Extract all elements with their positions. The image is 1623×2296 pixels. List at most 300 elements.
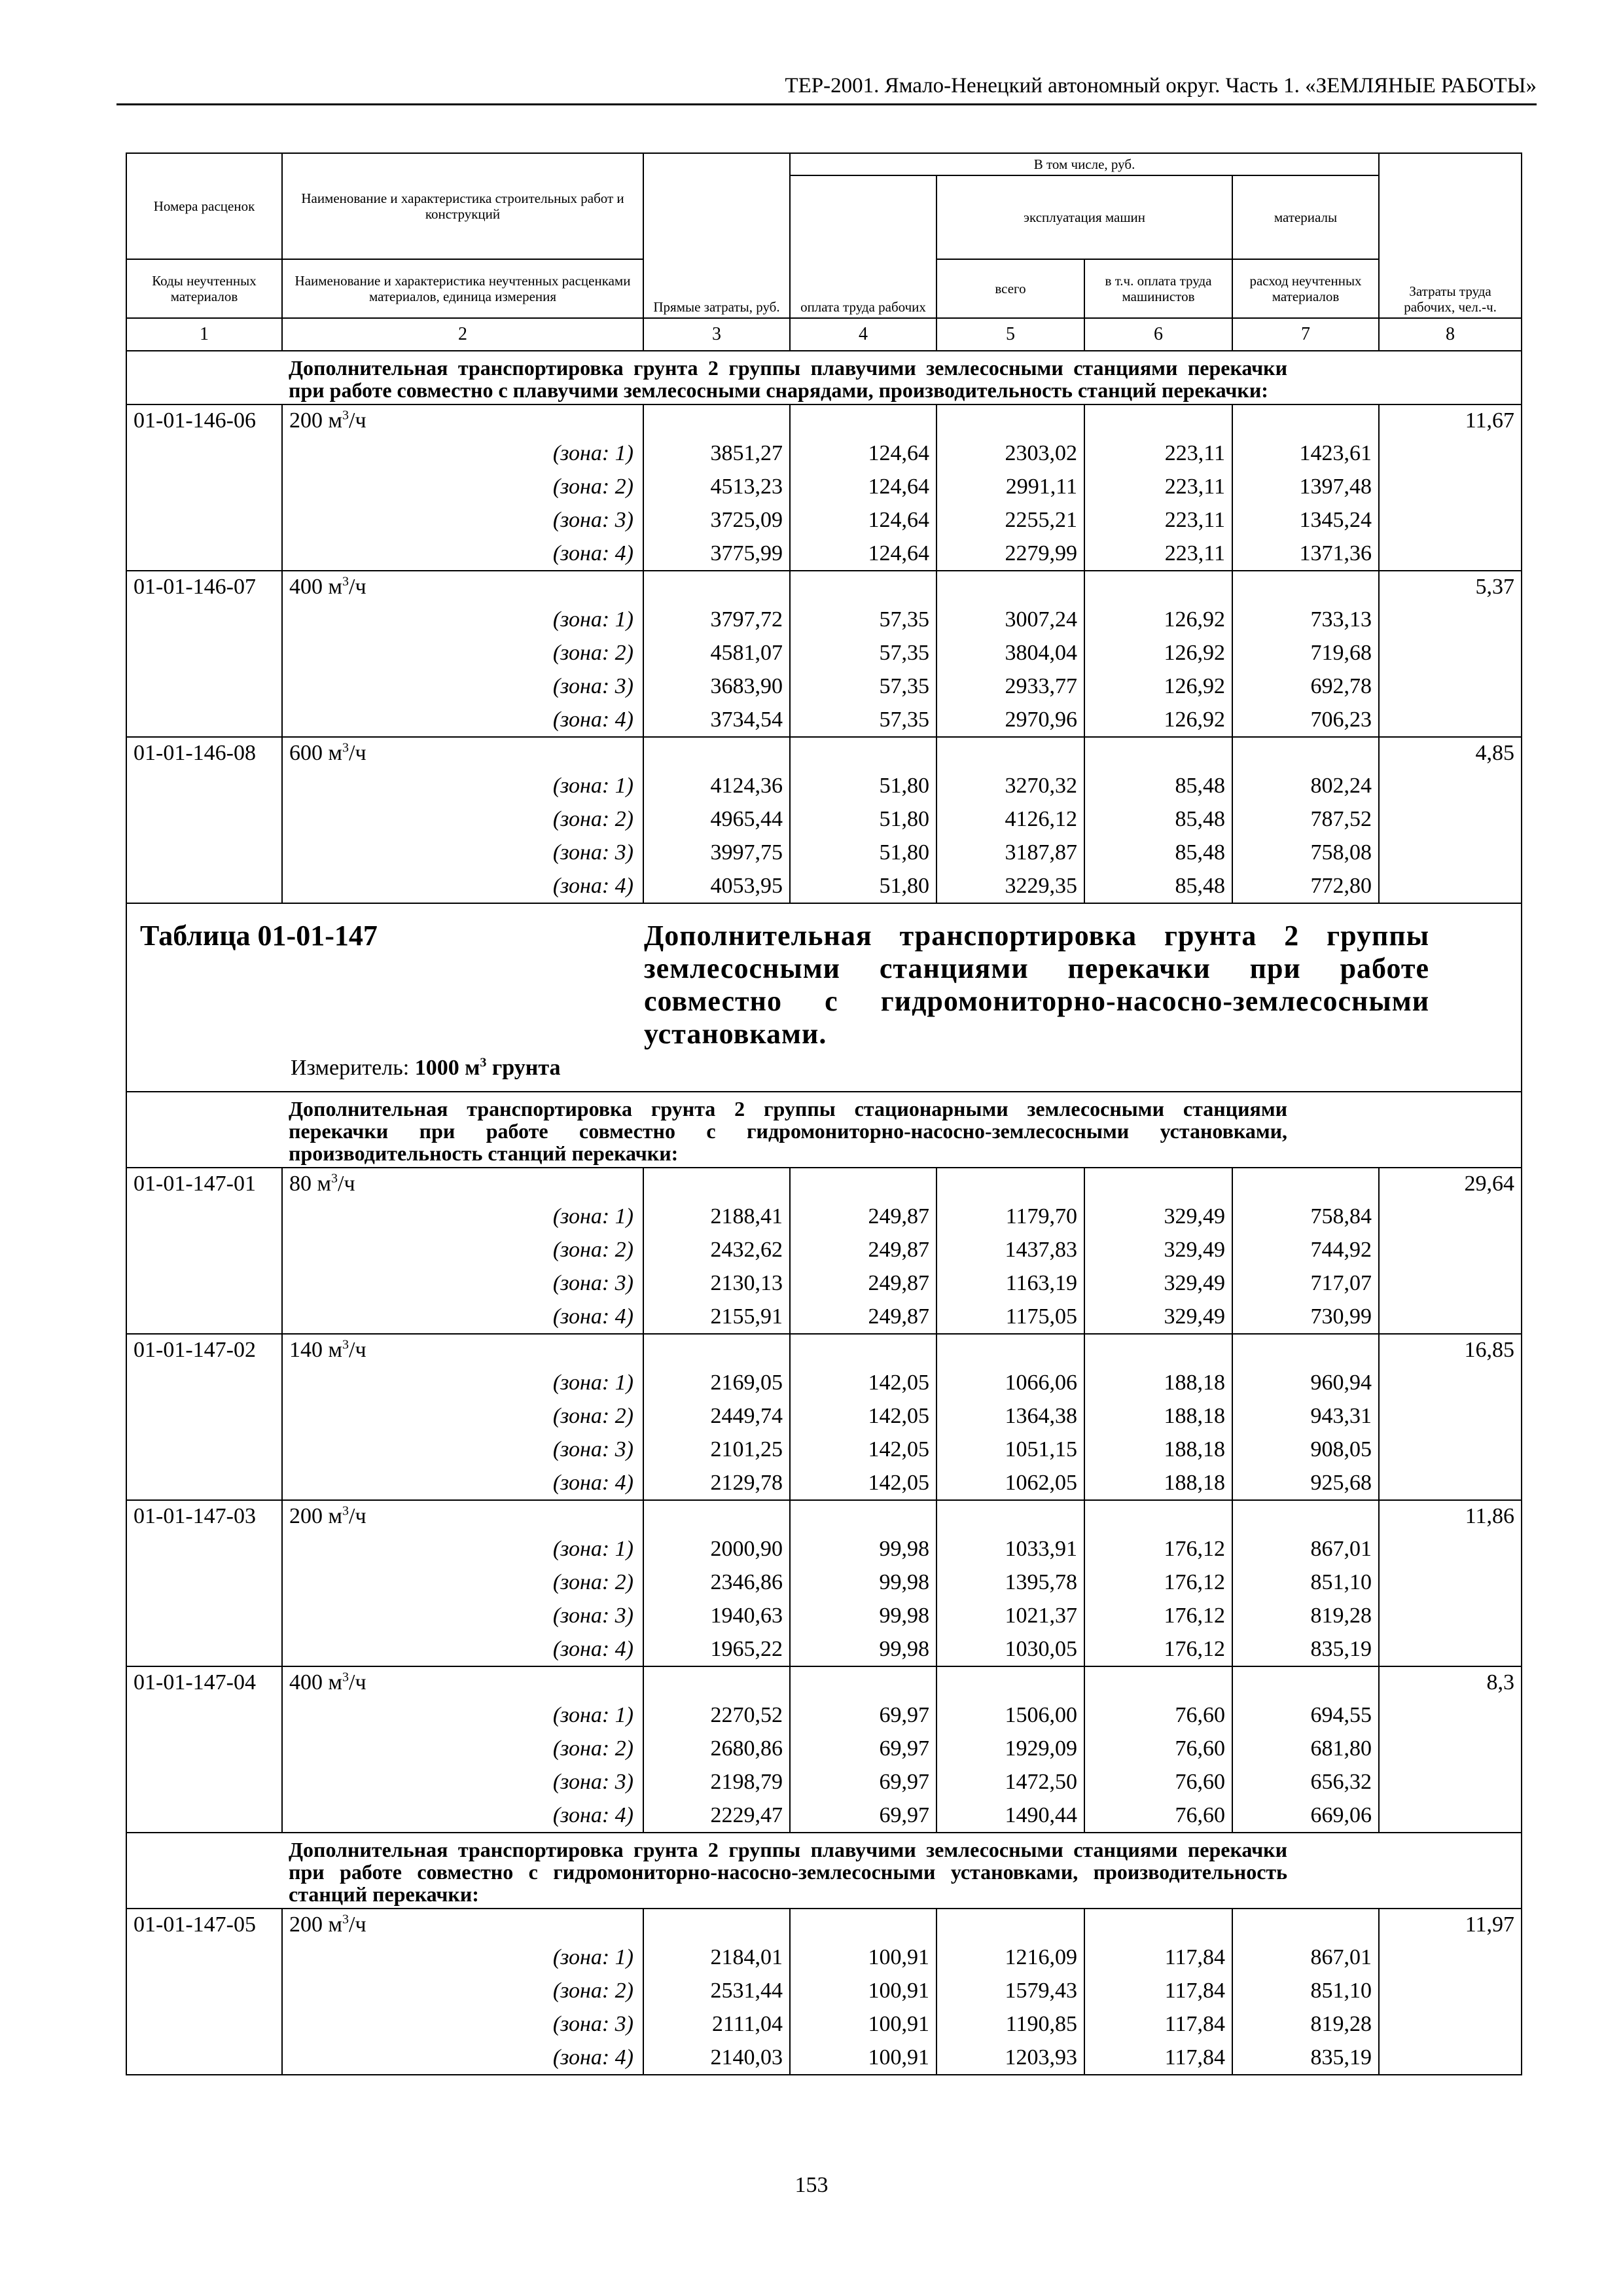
cost-workers: 51,80 <box>790 769 936 802</box>
cost-direct: 1940,63 <box>643 1599 790 1632</box>
cost-workers: 99,98 <box>790 1532 936 1566</box>
zone-label: (зона: 4) <box>282 1799 643 1833</box>
section-spacer <box>126 1092 282 1168</box>
measurer-label: Измеритель: <box>291 1056 415 1080</box>
empty-cell <box>126 670 282 703</box>
zone-label: (зона: 3) <box>282 1433 643 1466</box>
zone-row <box>126 1941 1522 1974</box>
cost-direct: 2101,25 <box>643 1433 790 1466</box>
cost-direct: 2229,47 <box>643 1799 790 1833</box>
cost-machinists: 85,48 <box>1084 836 1232 869</box>
rate-row <box>126 571 1522 603</box>
empty-cell <box>1379 1599 1522 1632</box>
cost-direct: 1965,22 <box>643 1632 790 1666</box>
cost-materials: 835,19 <box>1232 1632 1379 1666</box>
empty-cell <box>643 737 790 769</box>
rate-capacity <box>282 1909 643 1941</box>
empty-cell <box>1379 1974 1522 2007</box>
col-num: 7 <box>1232 318 1379 351</box>
head-machines: эксплуатация машин <box>936 175 1232 259</box>
cost-machinists: 329,49 <box>1084 1266 1232 1300</box>
col-num: 5 <box>936 318 1084 351</box>
zone-row <box>126 603 1522 636</box>
cost-workers: 51,80 <box>790 836 936 869</box>
empty-cell <box>126 1466 282 1500</box>
head-machinists-pay: в т.ч. оплата труда машинистов <box>1084 259 1232 318</box>
zone-label: (зона: 2) <box>282 1233 643 1266</box>
rate-code: 01-01-147-05 <box>126 1909 282 1941</box>
zone-row <box>126 1266 1522 1300</box>
zone-row <box>126 1366 1522 1399</box>
cost-machinists: 85,48 <box>1084 769 1232 802</box>
cost-materials: 1345,24 <box>1232 503 1379 537</box>
empty-cell <box>1084 404 1232 437</box>
zone-label: (зона: 3) <box>282 670 643 703</box>
empty-cell <box>643 571 790 603</box>
cost-materials: 719,68 <box>1232 636 1379 670</box>
empty-cell <box>1379 1941 1522 1974</box>
cost-workers: 249,87 <box>790 1200 936 1233</box>
cost-direct: 2169,05 <box>643 1366 790 1399</box>
zone-label: (зона: 3) <box>282 1599 643 1632</box>
zone-row <box>126 2007 1522 2041</box>
cost-machines: 2933,77 <box>936 670 1084 703</box>
cost-direct: 2184,01 <box>643 1941 790 1974</box>
cost-machinists: 76,60 <box>1084 1732 1232 1765</box>
empty-cell <box>126 869 282 903</box>
cost-machines: 1472,50 <box>936 1765 1084 1799</box>
measurer-value <box>415 1056 561 1080</box>
empty-cell <box>1084 1666 1232 1698</box>
cost-workers: 100,91 <box>790 1941 936 1974</box>
empty-cell <box>126 437 282 470</box>
head-material-name: Наименование и характеристика неучтенных расценками материалов, единица измерения <box>282 259 643 318</box>
empty-cell <box>936 1168 1084 1200</box>
cost-workers: 142,05 <box>790 1466 936 1500</box>
zone-row <box>126 1765 1522 1799</box>
empty-cell <box>1379 470 1522 503</box>
empty-cell <box>643 1666 790 1698</box>
empty-cell <box>126 503 282 537</box>
empty-cell <box>1379 1466 1522 1500</box>
zone-label: (зона: 1) <box>282 1698 643 1732</box>
empty-cell <box>1232 737 1379 769</box>
empty-cell <box>1379 1266 1522 1300</box>
zone-label: (зона: 4) <box>282 537 643 571</box>
capacity-value: 400 м <box>289 575 343 599</box>
empty-cell <box>126 1941 282 1974</box>
cubic-superscript: 3 <box>342 408 349 423</box>
cost-machinists: 76,60 <box>1084 1799 1232 1833</box>
cost-materials: 656,32 <box>1232 1765 1379 1799</box>
empty-cell <box>126 1266 282 1300</box>
section-spacer <box>1379 351 1522 404</box>
empty-cell <box>1379 1698 1522 1732</box>
zone-row <box>126 2041 1522 2075</box>
empty-cell <box>126 1200 282 1233</box>
cost-materials: 1371,36 <box>1232 537 1379 571</box>
empty-cell <box>1379 869 1522 903</box>
cost-machinists: 126,92 <box>1084 636 1232 670</box>
cubic-superscript: 3 <box>342 1337 349 1352</box>
cost-machinists: 176,12 <box>1084 1532 1232 1566</box>
rate-row <box>126 1666 1522 1698</box>
cost-machines: 2970,96 <box>936 703 1084 737</box>
cost-machines: 1033,91 <box>936 1532 1084 1566</box>
capacity-unit: /ч <box>349 1338 366 1362</box>
cost-workers: 99,98 <box>790 1566 936 1599</box>
zone-label: (зона: 2) <box>282 636 643 670</box>
cost-direct: 2155,91 <box>643 1300 790 1334</box>
empty-cell <box>126 470 282 503</box>
capacity-unit: /ч <box>349 408 366 433</box>
capacity-unit: /ч <box>349 741 366 765</box>
empty-cell <box>126 603 282 636</box>
cost-direct: 2188,41 <box>643 1200 790 1233</box>
cost-machines: 3007,24 <box>936 603 1084 636</box>
empty-cell <box>790 1666 936 1698</box>
empty-cell <box>126 1433 282 1466</box>
table-title-row <box>126 903 1522 1092</box>
head-rate-numbers: Номера расценок <box>126 153 282 259</box>
col-num: 3 <box>643 318 790 351</box>
cost-materials: 717,07 <box>1232 1266 1379 1300</box>
empty-cell <box>1379 703 1522 737</box>
empty-cell <box>1379 1399 1522 1433</box>
zone-label: (зона: 1) <box>282 437 643 470</box>
cost-direct: 2111,04 <box>643 2007 790 2041</box>
zone-row <box>126 470 1522 503</box>
empty-cell <box>1379 1799 1522 1833</box>
cost-direct: 2432,62 <box>643 1233 790 1266</box>
cost-machinists: 223,11 <box>1084 470 1232 503</box>
zone-row <box>126 1698 1522 1732</box>
cost-machines: 1579,43 <box>936 1974 1084 2007</box>
cost-direct: 3797,72 <box>643 603 790 636</box>
capacity-value: 200 м <box>289 1912 343 1937</box>
empty-cell <box>1379 1300 1522 1334</box>
cost-workers: 69,97 <box>790 1732 936 1765</box>
cost-machinists: 223,11 <box>1084 437 1232 470</box>
cost-machinists: 126,92 <box>1084 670 1232 703</box>
empty-cell <box>936 737 1084 769</box>
cost-machines: 3804,04 <box>936 636 1084 670</box>
head-labor: Затраты труда рабочих, чел.-ч. <box>1379 153 1522 318</box>
empty-cell <box>126 1532 282 1566</box>
empty-cell <box>126 703 282 737</box>
zone-row <box>126 1233 1522 1266</box>
zone-row <box>126 537 1522 571</box>
empty-cell <box>936 1500 1084 1532</box>
head-workers-pay: оплата труда рабочих <box>790 175 936 318</box>
section-heading-row <box>126 1833 1522 1909</box>
empty-cell <box>936 1909 1084 1941</box>
cost-direct: 2270,52 <box>643 1698 790 1732</box>
cost-materials: 730,99 <box>1232 1300 1379 1334</box>
empty-cell <box>790 1168 936 1200</box>
empty-cell <box>1084 571 1232 603</box>
zone-label: (зона: 2) <box>282 1974 643 2007</box>
labor-cost: 11,67 <box>1379 404 1522 437</box>
cost-direct: 2680,86 <box>643 1732 790 1765</box>
zone-label: (зона: 4) <box>282 1632 643 1666</box>
cost-machines: 2303,02 <box>936 437 1084 470</box>
empty-cell <box>1379 503 1522 537</box>
empty-cell <box>126 1599 282 1632</box>
cost-workers: 249,87 <box>790 1266 936 1300</box>
cost-materials: 802,24 <box>1232 769 1379 802</box>
zone-row <box>126 1399 1522 1433</box>
measurer-unit: грунта <box>486 1056 561 1080</box>
cost-materials: 787,52 <box>1232 802 1379 836</box>
cost-machinists: 188,18 <box>1084 1366 1232 1399</box>
capacity-value: 400 м <box>289 1670 343 1695</box>
zone-label: (зона: 4) <box>282 1466 643 1500</box>
cost-direct: 4513,23 <box>643 470 790 503</box>
cubic-superscript: 3 <box>342 740 349 755</box>
cost-machinists: 329,49 <box>1084 1200 1232 1233</box>
cost-workers: 57,35 <box>790 636 936 670</box>
empty-cell <box>1232 1500 1379 1532</box>
empty-cell <box>1379 2007 1522 2041</box>
cost-machines: 1030,05 <box>936 1632 1084 1666</box>
capacity-value: 140 м <box>289 1338 343 1362</box>
empty-cell <box>1379 1765 1522 1799</box>
zone-label: (зона: 2) <box>282 1399 643 1433</box>
cost-materials: 1397,48 <box>1232 470 1379 503</box>
cost-machines: 1437,83 <box>936 1233 1084 1266</box>
capacity-unit: /ч <box>349 575 366 599</box>
cost-workers: 124,64 <box>790 470 936 503</box>
rate-row <box>126 1334 1522 1366</box>
cost-workers: 69,97 <box>790 1698 936 1732</box>
measurer <box>291 1056 1508 1081</box>
cost-workers: 51,80 <box>790 802 936 836</box>
cost-machinists: 223,11 <box>1084 503 1232 537</box>
cost-machinists: 188,18 <box>1084 1466 1232 1500</box>
cost-machinists: 117,84 <box>1084 2007 1232 2041</box>
cost-materials: 851,10 <box>1232 1974 1379 2007</box>
rate-row <box>126 404 1522 437</box>
zone-row <box>126 1566 1522 1599</box>
rate-capacity <box>282 1334 643 1366</box>
empty-cell <box>790 404 936 437</box>
zone-row <box>126 503 1522 537</box>
cost-machinists: 176,12 <box>1084 1599 1232 1632</box>
cost-direct: 2129,78 <box>643 1466 790 1500</box>
empty-cell <box>790 737 936 769</box>
rate-code: 01-01-146-06 <box>126 404 282 437</box>
empty-cell <box>936 1666 1084 1698</box>
rate-code: 01-01-147-03 <box>126 1500 282 1532</box>
empty-cell <box>126 1732 282 1765</box>
cost-machines: 1179,70 <box>936 1200 1084 1233</box>
cost-materials: 835,19 <box>1232 2041 1379 2075</box>
cost-machines: 2991,11 <box>936 470 1084 503</box>
rate-code: 01-01-146-07 <box>126 571 282 603</box>
empty-cell <box>643 1909 790 1941</box>
cost-machines: 1203,93 <box>936 2041 1084 2075</box>
cost-workers: 100,91 <box>790 1974 936 2007</box>
cost-machinists: 117,84 <box>1084 2041 1232 2075</box>
cost-machines: 1216,09 <box>936 1941 1084 1974</box>
zone-row <box>126 1433 1522 1466</box>
cost-materials: 867,01 <box>1232 1532 1379 1566</box>
cost-workers: 100,91 <box>790 2041 936 2075</box>
empty-cell <box>1232 1334 1379 1366</box>
zone-label: (зона: 2) <box>282 802 643 836</box>
capacity-value: 200 м <box>289 408 343 433</box>
cost-machines: 1051,15 <box>936 1433 1084 1466</box>
capacity-unit: /ч <box>349 1912 366 1937</box>
zone-label: (зона: 3) <box>282 2007 643 2041</box>
cubic-superscript: 3 <box>480 1055 487 1070</box>
capacity-value: 200 м <box>289 1504 343 1528</box>
cost-materials: 908,05 <box>1232 1433 1379 1466</box>
zone-row <box>126 1599 1522 1632</box>
empty-cell <box>126 537 282 571</box>
empty-cell <box>126 2041 282 2075</box>
measurer-quantity: 1000 м <box>414 1056 480 1080</box>
section-spacer <box>1379 1833 1522 1909</box>
cost-machinists: 117,84 <box>1084 1974 1232 2007</box>
cost-machinists: 188,18 <box>1084 1433 1232 1466</box>
cost-machinists: 188,18 <box>1084 1399 1232 1433</box>
cost-machines: 3270,32 <box>936 769 1084 802</box>
cost-direct: 3725,09 <box>643 503 790 537</box>
cost-machines: 1021,37 <box>936 1599 1084 1632</box>
cost-direct: 2130,13 <box>643 1266 790 1300</box>
zone-row <box>126 670 1522 703</box>
empty-cell <box>643 1500 790 1532</box>
rate-row <box>126 737 1522 769</box>
empty-cell <box>1379 1233 1522 1266</box>
cost-direct: 2531,44 <box>643 1974 790 2007</box>
cost-direct: 2198,79 <box>643 1765 790 1799</box>
rate-row <box>126 1168 1522 1200</box>
zone-label: (зона: 4) <box>282 2041 643 2075</box>
zone-row <box>126 703 1522 737</box>
cost-machinists: 176,12 <box>1084 1632 1232 1666</box>
cost-machines: 3187,87 <box>936 836 1084 869</box>
cost-machinists: 176,12 <box>1084 1566 1232 1599</box>
cost-machines: 2279,99 <box>936 537 1084 571</box>
cost-workers: 57,35 <box>790 703 936 737</box>
cost-direct: 4965,44 <box>643 802 790 836</box>
empty-cell <box>1084 1334 1232 1366</box>
zone-label: (зона: 4) <box>282 869 643 903</box>
cost-materials: 681,80 <box>1232 1732 1379 1765</box>
empty-cell <box>1084 1168 1232 1200</box>
zone-row <box>126 1799 1522 1833</box>
head-materials-unaccounted: расход неучтенных материалов <box>1232 259 1379 318</box>
cost-materials: 692,78 <box>1232 670 1379 703</box>
cost-workers: 142,05 <box>790 1366 936 1399</box>
zone-label: (зона: 2) <box>282 1566 643 1599</box>
rate-capacity <box>282 571 643 603</box>
empty-cell <box>126 769 282 802</box>
cubic-superscript: 3 <box>342 574 349 589</box>
cost-machinists: 76,60 <box>1084 1765 1232 1799</box>
running-header: ТЕР-2001. Ямало-Ненецкий автономный округ. Часть 1. «ЗЕМЛЯНЫЕ РАБОТЫ» <box>116 71 1537 105</box>
col-num: 1 <box>126 318 282 351</box>
zone-label: (зона: 4) <box>282 1300 643 1334</box>
zone-label: (зона: 1) <box>282 1366 643 1399</box>
cost-machinists: 223,11 <box>1084 537 1232 571</box>
cost-direct: 2000,90 <box>643 1532 790 1566</box>
cost-workers: 249,87 <box>790 1233 936 1266</box>
table-number: Таблица 01-01-147 <box>140 920 378 952</box>
head-including: В том числе, руб. <box>790 153 1379 175</box>
empty-cell <box>790 571 936 603</box>
empty-cell <box>1084 1500 1232 1532</box>
cost-direct: 2346,86 <box>643 1566 790 1599</box>
labor-cost: 4,85 <box>1379 737 1522 769</box>
empty-cell <box>1379 1532 1522 1566</box>
cost-machines: 2255,21 <box>936 503 1084 537</box>
cost-workers: 57,35 <box>790 603 936 636</box>
cost-machines: 1190,85 <box>936 2007 1084 2041</box>
rate-code: 01-01-147-02 <box>126 1334 282 1366</box>
cost-materials: 1423,61 <box>1232 437 1379 470</box>
empty-cell <box>936 571 1084 603</box>
rate-capacity <box>282 404 643 437</box>
cost-machines: 1175,05 <box>936 1300 1084 1334</box>
table-title <box>140 920 1508 1050</box>
rate-code: 01-01-147-01 <box>126 1168 282 1200</box>
cost-machinists: 329,49 <box>1084 1300 1232 1334</box>
empty-cell <box>1379 1732 1522 1765</box>
page-number: 153 <box>794 2173 829 2197</box>
empty-cell <box>126 2007 282 2041</box>
section-heading-row <box>126 1092 1522 1168</box>
zone-label: (зона: 1) <box>282 1941 643 1974</box>
zone-label: (зона: 3) <box>282 503 643 537</box>
cost-direct: 3734,54 <box>643 703 790 737</box>
empty-cell <box>1084 737 1232 769</box>
section-spacer <box>126 351 282 404</box>
empty-cell <box>790 1500 936 1532</box>
empty-cell <box>126 636 282 670</box>
col-num: 8 <box>1379 318 1522 351</box>
cost-materials: 744,92 <box>1232 1233 1379 1266</box>
zone-row <box>126 1300 1522 1334</box>
cost-machinists: 329,49 <box>1084 1233 1232 1266</box>
rate-capacity <box>282 1168 643 1200</box>
empty-cell <box>1379 836 1522 869</box>
cost-materials: 733,13 <box>1232 603 1379 636</box>
cost-workers: 51,80 <box>790 869 936 903</box>
cost-materials: 851,10 <box>1232 1566 1379 1599</box>
empty-cell <box>126 1974 282 2007</box>
empty-cell <box>1379 802 1522 836</box>
cost-workers: 99,98 <box>790 1599 936 1632</box>
section-spacer <box>126 1833 282 1909</box>
rates-table-body <box>126 153 1522 2075</box>
rate-capacity <box>282 1500 643 1532</box>
zone-label: (зона: 4) <box>282 703 643 737</box>
zone-row <box>126 1532 1522 1566</box>
cost-workers: 69,97 <box>790 1799 936 1833</box>
cost-machines: 3229,35 <box>936 869 1084 903</box>
cost-direct: 4124,36 <box>643 769 790 802</box>
rate-capacity <box>282 1666 643 1698</box>
cost-workers: 124,64 <box>790 537 936 571</box>
cost-machines: 1364,38 <box>936 1399 1084 1433</box>
labor-cost: 29,64 <box>1379 1168 1522 1200</box>
cost-direct: 3775,99 <box>643 537 790 571</box>
cost-materials: 758,84 <box>1232 1200 1379 1233</box>
